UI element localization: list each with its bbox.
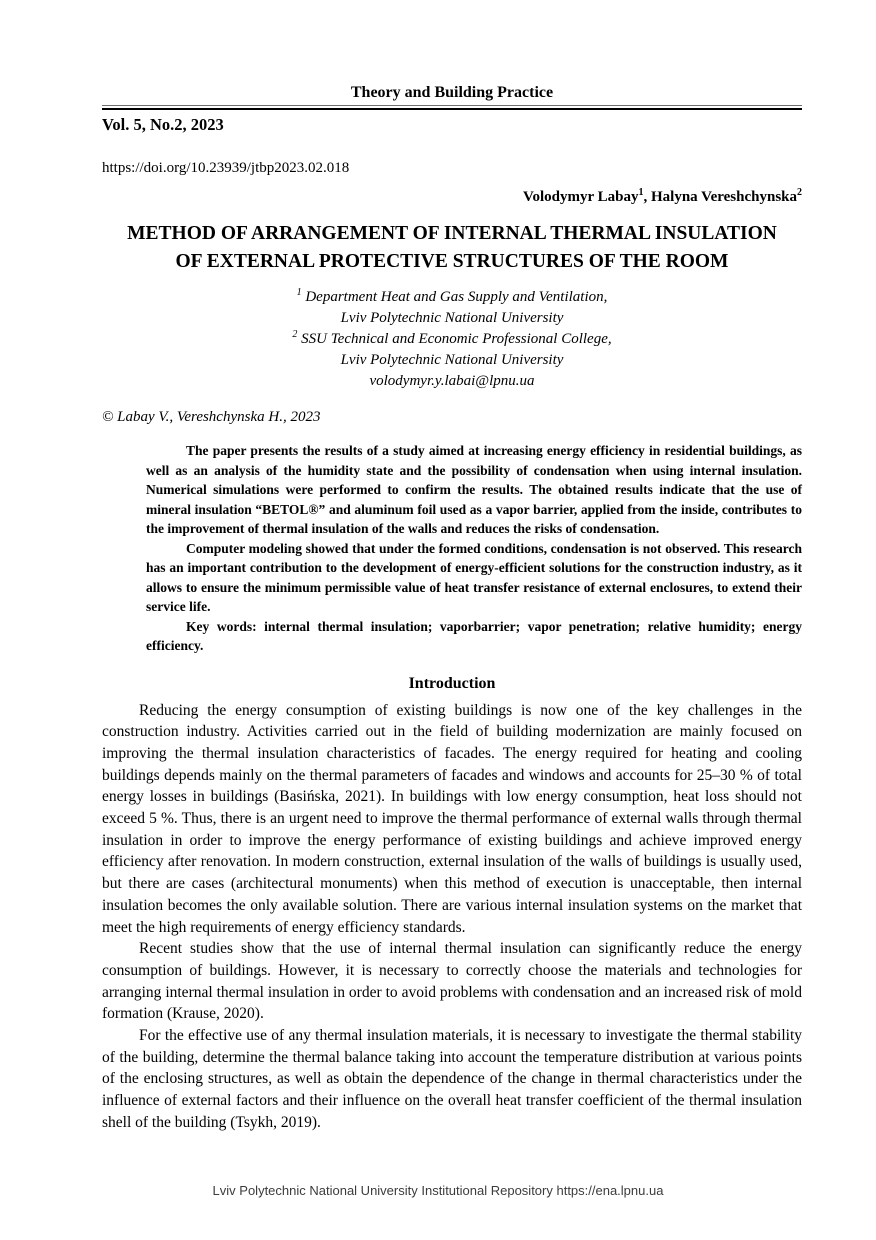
abstract-keywords: Key words: internal thermal insulation; vaporbarrier; vapor penetration; relative humidity; energy efficiency. — [146, 618, 802, 653]
journal-running-head: Theory and Building Practice — [350, 84, 554, 101]
affiliation-text-2: Lviv Polytechnic National University — [340, 310, 564, 326]
affiliation-text-3: SSU Technical and Economic Professional College, — [297, 331, 612, 347]
affiliation-line-3 — [102, 329, 802, 350]
abstract-paragraph-1: The paper presents the results of a study aimed at increasing energy efficiency in residential buildings, as well as an analysis of the humidity state and the possibility of condensation when using internal insulation. Numerical simulations were performed to confirm the results. The obtained results indicate that the use of mineral insulation “BETOL®” and aluminum foil used as a vapor barrier, applied from the inside, contributes to the improvement of thermal insulation of the walls and reduces the risks of condensation. — [146, 443, 802, 536]
paper-title-line-1: METHOD OF ARRANGEMENT OF INTERNAL THERMAL INSULATION — [127, 223, 777, 244]
copyright-line: © Labay V., Vereshchynska H., 2023 — [102, 409, 321, 425]
header-rule — [102, 105, 802, 110]
repository-footer: Lviv Polytechnic National University Institutional Repository https://ena.lpnu.ua — [212, 1183, 664, 1198]
abstract-block — [146, 441, 802, 656]
paper-title — [102, 220, 802, 276]
paper-title-line-2: OF EXTERNAL PROTECTIVE STRUCTURES OF THE ROOM — [175, 251, 729, 272]
volume-issue-line: Vol. 5, No.2, 2023 — [102, 115, 224, 134]
affiliation-marker-1: 1 — [296, 287, 302, 298]
author-separator: , — [643, 189, 651, 205]
introduction-paragraph-2: Recent studies show that the use of internal thermal insulation can significantly reduce the energy consumption of buildings. However, it is necessary to correctly choose the materials and technologies for arranging internal thermal insulation in order to avoid problems with condensation and an increased risk of mold formation (Krause, 2020). — [102, 940, 802, 1023]
section-heading-introduction: Introduction — [408, 674, 496, 692]
introduction-paragraph-1: Reducing the energy consumption of existing buildings is now one of the key challenges in the construction industry. Activities carried out in the field of building modernization are mainly focused on improving the thermal insulation characteristics of facades. The energy required for heating and cooling buildings depends mainly on the thermal parameters of facades and windows and accounts for 25–30 % of total energy losses in buildings (Basińska, 2021). In buildings with low energy consumption, heat loss should not exceed 5 %. Thus, there is an urgent need to improve the thermal performance of external walls through thermal insulation in order to improve the energy performance of existing buildings and achieve improved energy efficiency after renovation. In modern construction, external insulation of the walls of buildings is usually used, but there are cases (architectural monuments) when this method of execution is unacceptable, then internal insulation becomes the only available solution. There are various internal insulation systems on the market that meet the high requirements of energy efficiency standards. — [102, 701, 802, 936]
affiliation-line-4 — [102, 350, 802, 371]
affiliation-marker-2: 2 — [292, 329, 298, 340]
introduction-section — [102, 700, 802, 1134]
affiliation-line-1 — [102, 287, 802, 308]
contact-email — [102, 371, 802, 392]
affiliation-text-1: Department Heat and Gas Supply and Ventilation, — [301, 289, 608, 305]
authors-line — [102, 188, 802, 207]
affiliation-line-2 — [102, 308, 802, 329]
author-affiliation-marker-1: 1 — [638, 187, 644, 198]
author-name-1: Volodymyr Labay — [523, 189, 639, 205]
affiliations-block — [102, 287, 802, 392]
author-affiliation-marker-2: 2 — [797, 187, 802, 198]
doi-text: https://doi.org/10.23939/jtbp2023.02.018 — [102, 160, 350, 176]
contact-email-text: volodymyr.y.labai@lpnu.ua — [369, 373, 535, 389]
author-name-2: Halyna Vereshchynska — [650, 189, 797, 205]
introduction-paragraph-3: For the effective use of any thermal insulation materials, it is necessary to investigate the thermal stability of the building, determine the thermal balance taking into account the temperature distribution at various points of the enclosing structures, as well as obtain the dependence of the change in thermal characteristics under the influence of external factors and their influence on the overall heat transfer coefficient of the thermal insulation shell of the building (Tsykh, 2019). — [102, 1027, 802, 1131]
affiliation-text-4: Lviv Polytechnic National University — [340, 352, 564, 368]
abstract-paragraph-2: Computer modeling showed that under the formed conditions, condensation is not observed. This research has an important contribution to the development of energy-efficient solutions for the construction industry, as it allows to ensure the minimum permissible value of heat transfer resistance of external enclosures, to extend their service life. — [146, 540, 802, 614]
